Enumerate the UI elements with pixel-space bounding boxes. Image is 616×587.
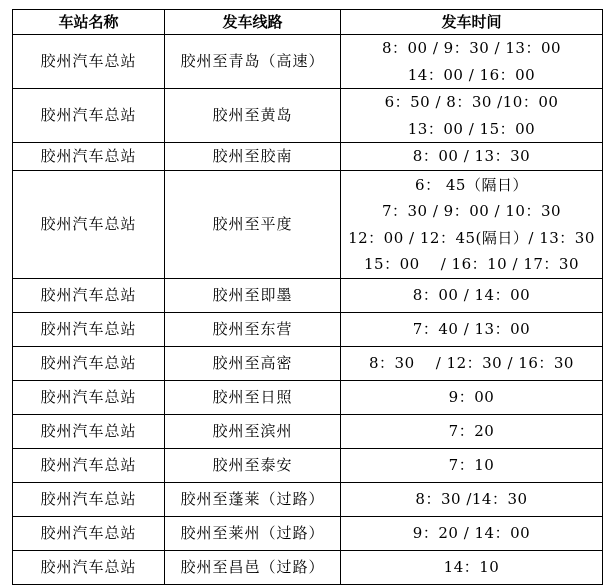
table-row <box>13 551 603 585</box>
bus-schedule-table <box>12 9 603 585</box>
route-cell: 胶州至东营 <box>165 313 341 347</box>
times-cell <box>341 279 603 313</box>
times-cell <box>341 381 603 415</box>
time-line: 8：30 /14：30 <box>415 490 528 509</box>
time-line: 8：00 / 13：30 <box>412 147 531 166</box>
time-line: 9：00 <box>448 388 495 407</box>
time-line: 7：40 / 13：00 <box>412 320 531 339</box>
schedule-body <box>13 35 603 585</box>
times-cell <box>341 171 603 279</box>
time-line: 7：10 <box>448 456 495 475</box>
station-cell: 胶州汽车总站 <box>13 449 165 483</box>
station-cell: 胶州汽车总站 <box>13 143 165 171</box>
table-row <box>13 381 603 415</box>
station-cell: 胶州汽车总站 <box>13 551 165 585</box>
table-row <box>13 483 603 517</box>
times-cell <box>341 35 603 89</box>
times-cell <box>341 143 603 171</box>
time-line: 7：30 / 9：00 / 10：30 <box>381 202 562 220</box>
station-cell: 胶州汽车总站 <box>13 517 165 551</box>
time-line: 8：30 / 12：30 / 16：30 <box>369 354 574 373</box>
route-cell: 胶州至莱州（过路） <box>165 517 341 551</box>
route-cell: 胶州至泰安 <box>165 449 341 483</box>
route-cell: 胶州至青岛（高速） <box>165 35 341 89</box>
station-cell: 胶州汽车总站 <box>13 347 165 381</box>
route-cell: 胶州至高密 <box>165 347 341 381</box>
header-route: 发车线路 <box>165 10 341 35</box>
table-row <box>13 313 603 347</box>
table-row <box>13 143 603 171</box>
table-row <box>13 35 603 89</box>
time-line: 13：00 / 15：00 <box>407 119 536 138</box>
time-line: 14：10 <box>443 558 500 577</box>
route-cell: 胶州至平度 <box>165 171 341 279</box>
station-cell: 胶州汽车总站 <box>13 483 165 517</box>
route-cell: 胶州至即墨 <box>165 279 341 313</box>
header-station: 车站名称 <box>13 10 165 35</box>
time-line: 6：50 / 8：30 /10：00 <box>384 93 559 111</box>
route-cell: 胶州至蓬莱（过路） <box>165 483 341 517</box>
time-line: 7：20 <box>448 422 495 441</box>
header-row <box>13 10 603 35</box>
time-line: 6： 45（隔日） <box>415 175 528 194</box>
route-cell: 胶州至胶南 <box>165 143 341 171</box>
station-cell: 胶州汽车总站 <box>13 279 165 313</box>
times-cell <box>341 449 603 483</box>
route-cell: 胶州至昌邑（过路） <box>165 551 341 585</box>
times-cell <box>341 347 603 381</box>
times-cell <box>341 483 603 517</box>
times-cell <box>341 517 603 551</box>
times-cell <box>341 415 603 449</box>
time-line: 14：00 / 16：00 <box>407 65 536 84</box>
header-times: 发车时间 <box>341 10 603 35</box>
station-cell: 胶州汽车总站 <box>13 89 165 143</box>
time-line: 12：00 / 12：45(隔日）/ 13：30 <box>348 228 595 247</box>
station-cell: 胶州汽车总站 <box>13 171 165 279</box>
table-row <box>13 347 603 381</box>
table-row <box>13 517 603 551</box>
time-line: 8：00 / 14：00 <box>412 286 531 305</box>
station-cell: 胶州汽车总站 <box>13 313 165 347</box>
time-line: 9：20 / 14：00 <box>412 524 531 543</box>
station-cell: 胶州汽车总站 <box>13 381 165 415</box>
time-line: 8：00 / 9：30 / 13：00 <box>381 39 562 57</box>
times-cell <box>341 313 603 347</box>
route-cell: 胶州至日照 <box>165 381 341 415</box>
route-cell: 胶州至滨州 <box>165 415 341 449</box>
table-row <box>13 171 603 279</box>
times-cell <box>341 551 603 585</box>
table-row <box>13 279 603 313</box>
table-row <box>13 89 603 143</box>
station-cell: 胶州汽车总站 <box>13 415 165 449</box>
table-row <box>13 449 603 483</box>
station-cell: 胶州汽车总站 <box>13 35 165 89</box>
times-cell <box>341 89 603 143</box>
route-cell: 胶州至黄岛 <box>165 89 341 143</box>
time-line: 15：00 / 16：10 / 17：30 <box>363 255 579 273</box>
table-row <box>13 415 603 449</box>
